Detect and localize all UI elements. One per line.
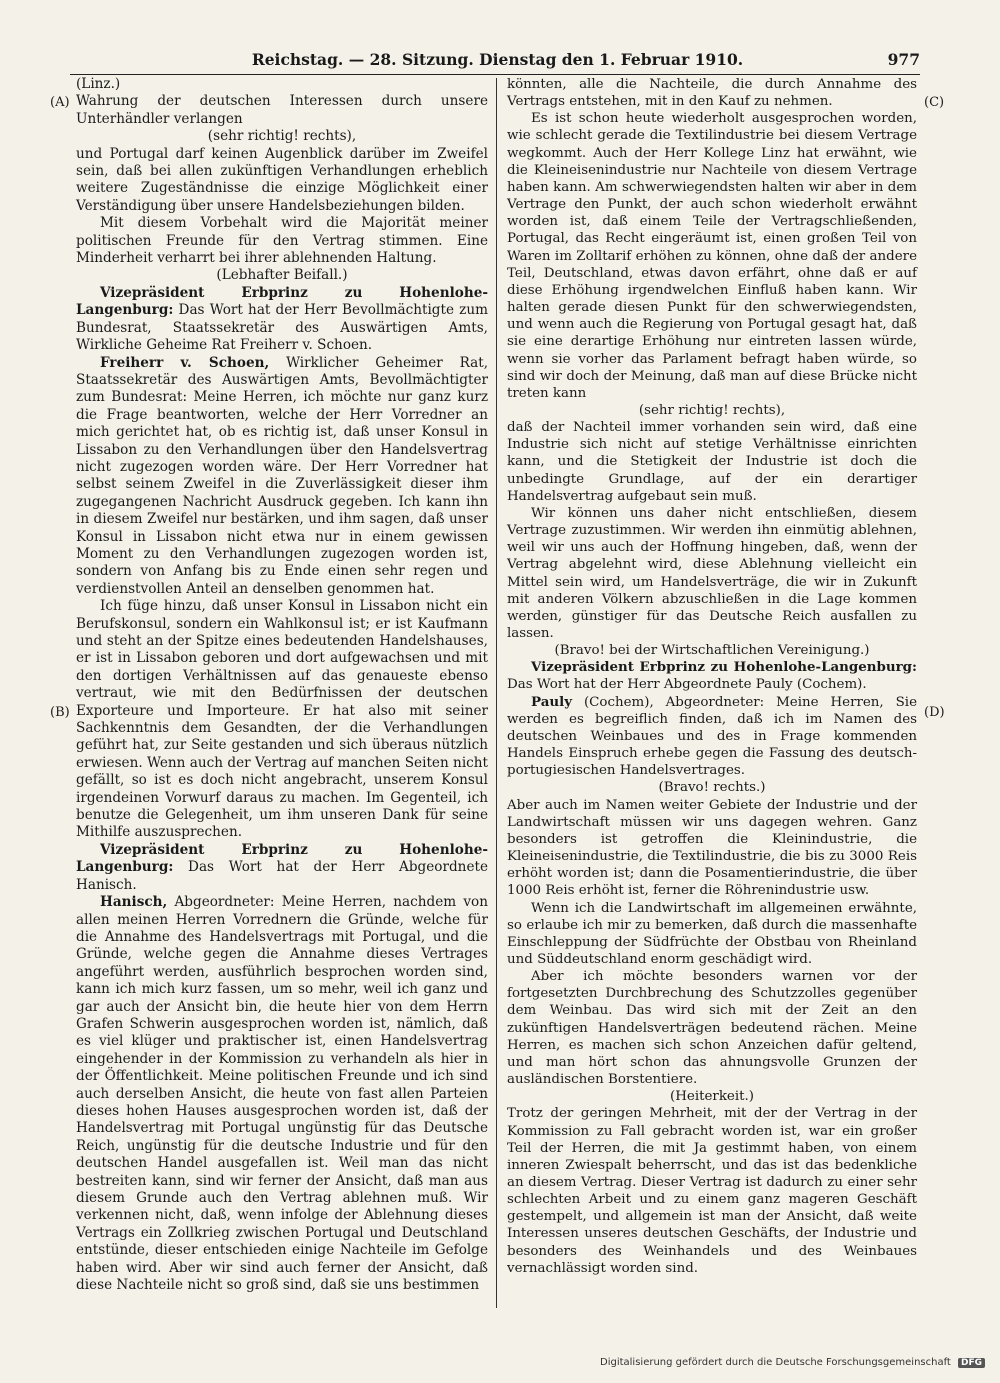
paragraph [76, 842, 488, 894]
speaker-name: Vizepräsident Erbprinz zu Hohenlohe-Langenburg: [76, 841, 488, 876]
paragraph [76, 93, 488, 128]
paragraph-text: Das Wort hat der Herr Bevollmächtigte zum Bundesrat, Staatssekretär des Auswärtigen Amts, Wirkliche Geheime Rat Freiherr v. Schoen. [76, 302, 488, 354]
paragraph-text: daß der Nachteil immer vorhanden sein wird, daß eine Industrie sich nicht auf stetige Verhältnisse einrichten kann, und die Stetigkeit der Industrie ist doch die unbedingte Grundlage, auf der ein derartiger Handelsvertrag aufgebaut sein muß. [507, 420, 917, 504]
margin-mark-d: (D) [924, 705, 945, 720]
speaker-name: Vizepräsident Erbprinz zu Hohenlohe-Langenburg: [531, 659, 917, 676]
paragraph [507, 797, 917, 900]
paragraph [507, 419, 917, 505]
paragraph-text: Es ist schon heute wiederholt ausgesprochen worden, wie schlecht gerade die Textilindustrie bei diesem Vertrage wegkommt. Auch der Herr Kollege Linz hat erwähnt, wie die Kleineisenindustrie nur Nachteile von diesem Vertrage haben kann. Am schwerwiegendsten halten wir aber in dem Vertrage den Punkt, der auch schon wiederholt erwähnt worden ist, daß einem Teile der Vertragschließenden, Portugal, das Recht eingeräumt ist, einen großen Teil von Waren im Zolltarif erhöhen zu können, ohne daß der andere Teil, Deutschland, etwas davon erfährt, ohne daß er auf diese Erhöhung irgendwelchen Einfluß haben kann. Wir halten gerade diesen Punkt für den schwerwiegendsten, und wenn auch die Regierung von Portugal gesagt hat, daß sie eine derartige Erhöhung nur eintreten lassen würde, wenn sie vorher das Parlament befragt haben würde, so sind wir doch der Meinung, daß man auf diese Brücke nicht treten kann [507, 111, 917, 401]
paragraph-text: und Portugal darf keinen Augenblick darüber im Zweifel sein, daß bei allen zukünftigen Verhandlungen erheblich weitere Zugeständnisse die einzige Möglichkeit einer Verständigung über unsere Handelsbeziehungen bilden. [76, 145, 488, 214]
paragraph [507, 900, 917, 969]
paragraph-text: (Linz.) [76, 76, 121, 92]
paragraph-text: Das Wort hat der Herr Abgeordnete Pauly (Cochem). [507, 677, 867, 693]
paragraph [507, 694, 917, 780]
footer [600, 1357, 985, 1368]
paragraph-text: Wir können uns daher nicht entschließen, diesem Vertrage zuzustimmen. Wir werden ihn einmütig ablehnen, weil wir uns auch der Hoffnung hingeben, daß, wenn der Vertrag abgelehnt wird, diese Ablehnung vielleicht ein Mittel sein wird, um Handelsverträge, die wir in Zukunft mit anderen Völkern abzuschließen in die Lage kommen werden, günstiger für das Deutsche Reich ausfallen zu lassen. [507, 505, 917, 641]
page-number: 977 [887, 50, 920, 69]
paragraph [76, 598, 488, 842]
paragraph-text: Trotz der geringen Mehrheit, mit der der Vertrag in der Kommission zu Fall gebracht worden ist, war ein großer Teil der Herren, die mit Ja gestimmt haben, von einem inneren Zwiespalt beherrscht, und das ist das bedenkliche an diesem Vertrag. Dieser Vertrag ist dadurch zu einer sehr schlechten Arbeit und zu einem ganz mageren Geschäft gestempelt, und allgemein ist man der Ansicht, daß weite Interessen unseres deutschen Geschäfts, der Industrie und besonders des Weinhandels und des Weinbaues vernachlässigt worden sind. [507, 1106, 917, 1276]
margin-mark-b: (B) [50, 705, 70, 720]
paragraph-text: Mit diesem Vorbehalt wird die Majorität meiner politischen Freunde für den Vertrag stimmen. Eine Minderheit verharrt bei ihrer ablehnenden Haltung. [76, 215, 488, 267]
paragraph-text: Abgeordneter: Meine Herren, nachdem von allen meinen Herren Vorrednern die Gründe, welche für die Annahme des Handelsvertrags mit Portugal, und die Gründe, welche gegen die Annahme dieses Vertrages angeführt werden, ausführlich besprochen worden sind, kann ich mich kurz fassen, um so mehr, weil ich ganz und gar auch der Ansicht bin, die heute hier von dem Herrn Grafen Schwerin ausgesprochen worden ist, nämlich, daß es viel klüger und praktischer ist, einen Handelsvertrag eingehender in der Kommission zu verhandeln als hier in der Öffentlichkeit. Meine politischen Freunde und ich sind auch derselben Ansicht, die heute von fast allen Parteien dieses hohen Hauses ausgesprochen worden ist, daß der Handelsvertrag mit Portugal ungünstig für das Deutsche Reich, ungünstig für die deutsche Industrie und für den deutschen Handel ausgefallen ist. Weil man das nicht bestreiten kann, sind wir ferner der Ansicht, daß man aus diesem Grunde auch den Vertrag ablehnen muß. Wir verkennen nicht, daß, wenn infolge der Ablehnung dieses Vertrags ein Zollkrieg zwischen Portugal und Deutschland entstünde, dieser entschieden einige Nachteile im Gefolge haben wird. Aber wir sind auch ferner der Ansicht, daß diese Nachteile nicht so groß sind, daß sie uns bestimmen [76, 894, 488, 1294]
speaker-name: Hanisch, [100, 894, 168, 911]
paragraph-text: (Cochem), Abgeordneter: Meine Herren, Sie werden es begreiflich finden, daß ich im Namen des deutschen Weinbaues und des in Frage kommenden Handels Einspruch erhebe gegen die Fassung des deutsch-portugiesischen Handelsvertrages. [507, 694, 917, 779]
paragraph [76, 267, 488, 284]
paragraph-text: Ich füge hinzu, daß unser Konsul in Lissabon nicht ein Berufskonsul, sondern ein Wahlkonsul ist; er ist Kaufmann und steht an der Spitze eines bedeutenden Handelshauses, er ist in Lissabon geboren und dort aufgewachsen und mit den dortigen Verhältnissen auf das genaueste ebenso vertraut, wie mit den Bedürfnissen der deutschen Exporteure und Importeure. Er hat also mit seiner Sachkenntnis dem Gesandten, der die Verhandlungen geführt hat, zur Seite gestanden und sich überaus nützlich erwiesen. Wenn auch der Vertrag auf manchen Seiten nicht gefällt, so ist es doch nicht angebracht, unserem Konsul irgendeinen Vorwurf daraus zu machen. Im Gegenteil, ich benutze die Gelegenheit, um ihm unseren Dank für seine Mithilfe auszusprechen. [76, 598, 488, 841]
paragraph [507, 505, 917, 642]
paragraph [76, 128, 488, 145]
paragraph-text: Aber ich möchte besonders warnen vor der fortgesetzten Durchbrechung des Schutzzolles gegenüber dem Weinbau. Das wird sich mit der Zeit an den zukünftigen Handelsverträgen bedeutend rächen. Meine Herren, es machen sich schon Anzeichen dafür geltend, und man hört schon das ahnungsvolle Grunzen der ausländischen Borstentiere. [507, 969, 917, 1088]
column-divider [496, 78, 497, 1308]
paragraph [507, 76, 917, 110]
paragraph [507, 779, 917, 796]
paragraph [507, 642, 917, 659]
paragraph [507, 402, 917, 419]
paragraph [507, 1105, 917, 1277]
paragraph [76, 215, 488, 267]
paragraph [507, 110, 917, 402]
paragraph [76, 355, 488, 599]
paragraph-text: Wirklicher Geheimer Rat, Staatssekretär des Auswärtigen Amts, Bevollmächtigter zum Bundesrat: Meine Herren, ich möchte nur ganz kurz die Frage beantworten, welche der Herr Vorredner an mich gerichtet hat, ob es richtig ist, daß unser Konsul in Lissabon zu den Verhandlungen über den Handelsvertrag nicht zugezogen worden wäre. Der Herr Vorredner hat selbst seinem Zweifel in die Zuverlässigkeit dieser ihm zugegangenen Nachricht Ausdruck gegeben. Ich kann ihn in diesem Zweifel nur bestärken, und ihm sagen, daß unser Konsul in Lissabon nicht etwa nur in einem gewissen Moment zu den Verhandlungen zugezogen worden ist, sondern von Anfang bis zu Ende einen sehr regen und verdienstvollen Anteil an denselben genommen hat. [76, 354, 489, 597]
paragraph [76, 285, 488, 355]
speaker-name: Pauly [531, 693, 572, 710]
paragraph-text: (Lebhafter Beifall.) [216, 267, 348, 284]
paragraph [76, 146, 488, 216]
paragraph-text: (Bravo! bei der Wirtschaftlichen Vereinigung.) [554, 643, 870, 659]
paragraph-text: Wenn ich die Landwirtschaft im allgemeinen erwähnte, so erlaube ich mir zu bemerken, daß durch die massenhafte Einschleppung der Südfrüchte der Obstbau von Rheinland und Süddeutschland enorm geschädigt wird. [507, 900, 917, 967]
paragraph [507, 968, 917, 1088]
paragraph [507, 1088, 917, 1105]
page-header [75, 50, 920, 72]
right-column [507, 76, 917, 1277]
paragraph-text: (Bravo! rechts.) [658, 780, 766, 796]
header-title: Reichstag. — 28. Sitzung. Dienstag den 1. Februar 1910. [251, 50, 744, 69]
paragraph [76, 894, 488, 1294]
footer-credit: Digitalisierung gefördert durch die Deutsche Forschungsgemeinschaft [600, 1357, 951, 1368]
paragraph [76, 76, 488, 93]
margin-mark-a: (A) [50, 95, 70, 110]
paragraph-text: (sehr richtig! rechts), [207, 128, 357, 145]
speaker-name: Freiherr v. Schoen, [100, 354, 270, 371]
paragraph-text: Aber auch im Namen weiter Gebiete der Industrie und der Landwirtschaft müssen wir uns dagegen wehren. Ganz besonders ist getroffen die Kleinindustrie, die Kleineisenindustrie, die Textilindustrie, die bis zu 3000 Reis erhöht worden ist; dann die Posamentierindustrie, die über 1000 Reis erhöht ist, ferner die Röhrenindustrie usw. [507, 797, 917, 899]
dfg-logo: DFG [958, 1358, 985, 1368]
paragraph [507, 659, 917, 693]
paragraph-text: (Heiterkeit.) [670, 1089, 754, 1105]
paragraph-text: könnten, alle die Nachteile, die durch Annahme des Vertrags entstehen, mit in den Kauf zu nehmen. [507, 77, 917, 110]
margin-mark-c: (C) [924, 95, 945, 110]
speaker-name: Vizepräsident Erbprinz zu Hohenlohe-Langenburg: [76, 284, 488, 319]
paragraph-text: Wahrung der deutschen Interessen durch unsere Unterhändler verlangen [76, 93, 488, 127]
header-rule [70, 74, 920, 75]
paragraph-text: Das Wort hat der Herr Abgeordnete Hanisch. [76, 859, 488, 893]
left-column [76, 76, 488, 1294]
paragraph-text: (sehr richtig! rechts), [638, 402, 786, 418]
